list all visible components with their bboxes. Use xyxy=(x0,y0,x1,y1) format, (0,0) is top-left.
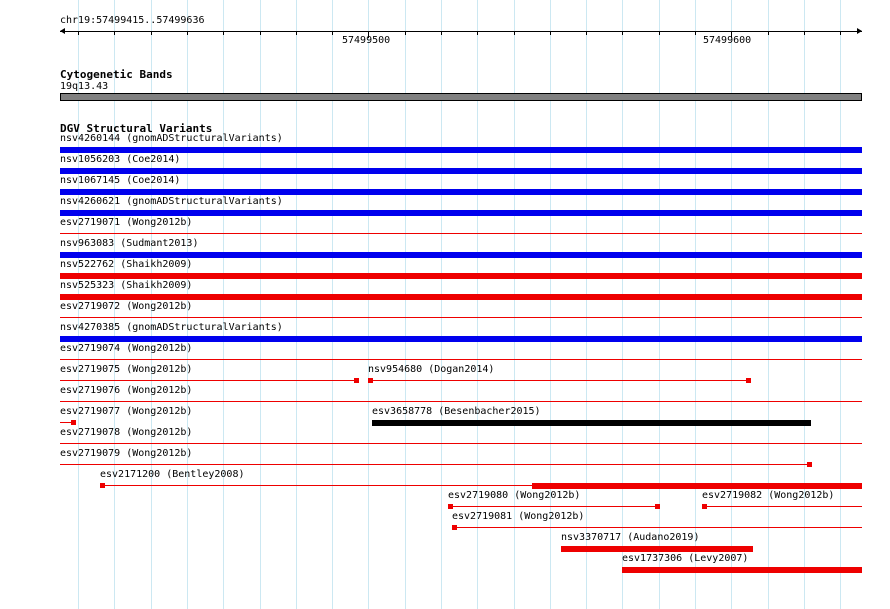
ruler-tick xyxy=(332,31,333,35)
grid-line xyxy=(586,0,587,609)
feature-endpoint[interactable] xyxy=(448,504,453,509)
feature-endpoint[interactable] xyxy=(354,378,359,383)
feature-line[interactable] xyxy=(60,359,862,360)
grid-line xyxy=(731,0,732,609)
feature-label[interactable]: esv2171200 (Bentley2008) xyxy=(100,469,245,480)
feature-endpoint[interactable] xyxy=(71,420,76,425)
ruler-tick xyxy=(550,31,551,35)
feature-label[interactable]: esv2719079 (Wong2012b) xyxy=(60,448,193,459)
feature-label[interactable]: nsv3370717 (Audano2019) xyxy=(561,532,700,543)
feature-label[interactable]: nsv1056203 (Coe2014) xyxy=(60,154,181,165)
ruler-tick xyxy=(296,31,297,35)
feature-label[interactable]: esv2719081 (Wong2012b) xyxy=(452,511,585,522)
ruler-major-label: 57499600 xyxy=(703,35,752,46)
feature-label[interactable]: esv2719074 (Wong2012b) xyxy=(60,343,193,354)
feature-bar[interactable] xyxy=(561,546,753,552)
ruler-tick xyxy=(768,31,769,35)
grid-line xyxy=(332,0,333,609)
feature-label[interactable]: nsv954680 (Dogan2014) xyxy=(368,364,495,375)
feature-line[interactable] xyxy=(60,464,811,465)
feature-label[interactable]: nsv1067145 (Coe2014) xyxy=(60,175,181,186)
feature-label[interactable]: esv2719076 (Wong2012b) xyxy=(60,385,193,396)
feature-bar[interactable] xyxy=(60,210,862,216)
feature-bar[interactable] xyxy=(60,294,862,300)
ruler-left-arrow-icon[interactable] xyxy=(60,28,65,34)
feature-bar[interactable] xyxy=(60,189,862,195)
ruler-axis[interactable] xyxy=(60,31,862,32)
ruler-tick xyxy=(260,31,261,35)
feature-label[interactable]: nsv963083 (Sudmant2013) xyxy=(60,238,199,249)
feature-label[interactable]: nsv4270385 (gnomADStructuralVariants) xyxy=(60,322,283,333)
grid-line xyxy=(441,0,442,609)
feature-endpoint[interactable] xyxy=(655,504,660,509)
ruler-tick xyxy=(441,31,442,35)
feature-line[interactable] xyxy=(452,527,862,528)
feature-label[interactable]: nsv4260621 (gnomADStructuralVariants) xyxy=(60,196,283,207)
feature-label[interactable]: esv2719078 (Wong2012b) xyxy=(60,427,193,438)
feature-line[interactable] xyxy=(60,401,862,402)
ruler-tick xyxy=(187,31,188,35)
feature-bar[interactable] xyxy=(60,168,862,174)
feature-label[interactable]: nsv4260144 (gnomADStructuralVariants) xyxy=(60,133,283,144)
ruler-tick xyxy=(78,31,79,35)
feature-label[interactable]: esv2719077 (Wong2012b) xyxy=(60,406,193,417)
ruler-right-arrow-icon[interactable] xyxy=(857,28,862,34)
grid-line xyxy=(659,0,660,609)
feature-endpoint[interactable] xyxy=(702,504,707,509)
ruler-tick xyxy=(695,31,696,35)
ruler-tick xyxy=(586,31,587,35)
cytoband-label: 19q13.43 xyxy=(60,81,109,92)
feature-label[interactable]: esv1737306 (Levy2007) xyxy=(622,553,749,564)
feature-bar[interactable] xyxy=(60,147,862,153)
feature-endpoint[interactable] xyxy=(100,483,105,488)
grid-line xyxy=(223,0,224,609)
feature-label[interactable]: nsv522762 (Shaikh2009) xyxy=(60,259,193,270)
grid-line xyxy=(840,0,841,609)
grid-line xyxy=(768,0,769,609)
grid-line xyxy=(260,0,261,609)
feature-endpoint[interactable] xyxy=(368,378,373,383)
feature-label[interactable]: esv2719075 (Wong2012b) xyxy=(60,364,193,375)
dgv-track-title: DGV Structural Variants xyxy=(60,122,213,135)
grid-line xyxy=(622,0,623,609)
feature-label[interactable]: esv2719072 (Wong2012b) xyxy=(60,301,193,312)
feature-endpoint[interactable] xyxy=(807,462,812,467)
grid-line xyxy=(804,0,805,609)
ruler-tick xyxy=(514,31,515,35)
ruler-tick xyxy=(840,31,841,35)
feature-line[interactable] xyxy=(60,233,862,234)
ruler-tick xyxy=(151,31,152,35)
grid-line xyxy=(695,0,696,609)
feature-bar[interactable] xyxy=(622,567,862,573)
feature-line[interactable] xyxy=(60,317,862,318)
feature-line[interactable] xyxy=(60,443,862,444)
feature-label[interactable]: esv3658778 (Besenbacher2015) xyxy=(372,406,541,417)
ruler-tick xyxy=(622,31,623,35)
feature-bar[interactable] xyxy=(532,483,862,489)
ruler-major-label: 57499500 xyxy=(342,35,391,46)
locus-label: chr19:57499415..57499636 xyxy=(60,15,205,26)
feature-bar[interactable] xyxy=(60,252,862,258)
grid-line xyxy=(405,0,406,609)
grid-line xyxy=(296,0,297,609)
feature-line[interactable] xyxy=(448,506,659,507)
feature-bar[interactable] xyxy=(60,273,862,279)
cytoband-bar[interactable] xyxy=(60,93,862,101)
cytoband-track-title: Cytogenetic Bands xyxy=(60,68,173,81)
feature-label[interactable]: nsv525323 (Shaikh2009) xyxy=(60,280,193,291)
feature-endpoint[interactable] xyxy=(746,378,751,383)
feature-label[interactable]: esv2719082 (Wong2012b) xyxy=(702,490,835,501)
ruler-tick xyxy=(114,31,115,35)
ruler-tick xyxy=(223,31,224,35)
ruler-tick xyxy=(804,31,805,35)
feature-bar[interactable] xyxy=(372,420,811,426)
grid-line xyxy=(368,0,369,609)
feature-line[interactable] xyxy=(702,506,862,507)
ruler-tick xyxy=(659,31,660,35)
ruler-tick xyxy=(405,31,406,35)
feature-bar[interactable] xyxy=(60,336,862,342)
ruler-tick xyxy=(477,31,478,35)
feature-label[interactable]: esv2719071 (Wong2012b) xyxy=(60,217,193,228)
feature-line[interactable] xyxy=(368,380,750,381)
feature-endpoint[interactable] xyxy=(452,525,457,530)
feature-line[interactable] xyxy=(60,380,358,381)
feature-label[interactable]: esv2719080 (Wong2012b) xyxy=(448,490,581,501)
